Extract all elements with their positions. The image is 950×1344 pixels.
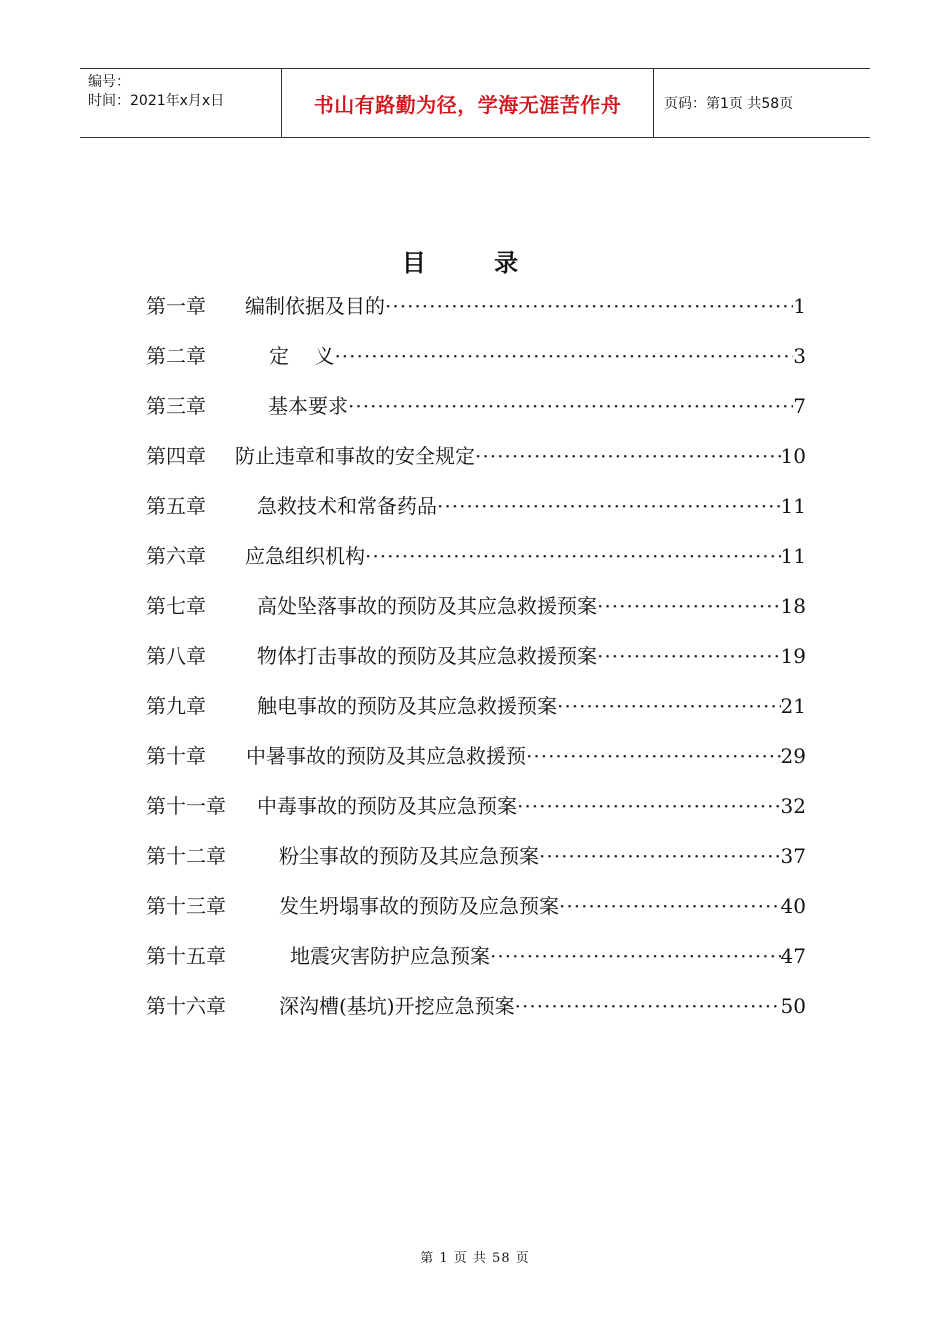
toc-chapter: 第十二章 <box>146 844 226 868</box>
toc-entry-title: 粉尘事故的预防及其应急预案 <box>279 844 539 868</box>
toc-leader <box>557 694 781 718</box>
toc-chapter: 第七章 <box>146 594 206 618</box>
toc-leader <box>385 294 793 318</box>
toc-chapter: 第九章 <box>146 694 206 718</box>
toc-entry-title: 中毒事故的预防及其应急预案 <box>257 794 517 818</box>
toc-entry-title: 发生坍塌事故的预防及应急预案 <box>279 894 559 918</box>
toc-chapter: 第十章 <box>146 744 206 768</box>
toc-entry-title: 触电事故的预防及其应急救援预案 <box>257 694 557 718</box>
toc-chapter: 第十三章 <box>146 894 226 918</box>
toc-leader <box>437 494 781 518</box>
toc-leader <box>490 944 781 968</box>
toc-entry[interactable] <box>146 740 806 790</box>
toc-leader <box>365 544 781 568</box>
toc-entry-title: 编制依据及目的 <box>245 294 385 318</box>
toc-leader <box>597 644 781 668</box>
toc-entry-title: 定 义 <box>269 344 335 368</box>
toc-leader <box>559 894 781 918</box>
header-motto: 书山有路勤为径，学海无涯苦作舟 <box>282 69 654 137</box>
toc-page-number: 32 <box>780 794 806 818</box>
header-page-info: 页码：第1页 共58页 <box>664 96 794 112</box>
toc-leader <box>597 594 781 618</box>
toc-page-number: 47 <box>780 944 806 968</box>
toc-entry-title: 深沟槽(基坑)开挖应急预案 <box>279 994 515 1018</box>
toc-chapter: 第十六章 <box>146 994 226 1018</box>
toc-entry-title: 急救技术和常备药品 <box>257 494 437 518</box>
toc-page-number: 11 <box>780 494 806 518</box>
toc-entry-title: 基本要求 <box>268 394 348 418</box>
toc-entry[interactable] <box>146 690 806 740</box>
header-meta <box>80 69 282 137</box>
toc-page-number: 19 <box>780 644 806 668</box>
toc-entry[interactable] <box>146 790 806 840</box>
toc-chapter: 第六章 <box>146 544 206 568</box>
toc-leader <box>334 344 793 368</box>
toc-page-number: 50 <box>780 994 806 1018</box>
toc-chapter: 第四章 <box>146 444 206 468</box>
toc-chapter: 第十五章 <box>146 944 226 968</box>
toc-entry-title: 地震灾害防护应急预案 <box>290 944 490 968</box>
toc-entry[interactable] <box>146 940 806 990</box>
toc-chapter: 第一章 <box>146 294 206 318</box>
toc-page-number: 21 <box>780 694 806 718</box>
toc-entry[interactable] <box>146 640 806 690</box>
toc-entry-title: 中暑事故的预防及其应急救援预 <box>246 744 526 768</box>
toc-entry[interactable] <box>146 440 806 490</box>
toc-entry[interactable] <box>146 490 806 540</box>
toc-leader <box>539 844 781 868</box>
toc-leader <box>348 394 793 418</box>
toc-leader <box>526 744 781 768</box>
toc-page-number: 1 <box>793 294 806 318</box>
page-header <box>80 68 870 138</box>
toc-page-number: 37 <box>780 844 806 868</box>
toc-chapter: 第五章 <box>146 494 206 518</box>
toc-entry[interactable] <box>146 990 806 1040</box>
toc-leader <box>517 794 781 818</box>
toc-title: 目 录 <box>401 249 549 277</box>
toc-entry[interactable] <box>146 840 806 890</box>
toc-page-number: 29 <box>780 744 806 768</box>
toc-entry[interactable] <box>146 890 806 940</box>
toc-entry[interactable] <box>146 290 806 340</box>
toc-entry-title: 防止违章和事故的安全规定 <box>235 444 475 468</box>
toc-page-number: 40 <box>780 894 806 918</box>
table-of-contents <box>146 290 806 1040</box>
toc-leader <box>515 994 781 1018</box>
toc-entry-title: 高处坠落事故的预防及其应急救援预案 <box>257 594 597 618</box>
document-number: 编号： <box>88 74 130 90</box>
toc-chapter: 第二章 <box>146 344 206 368</box>
toc-page-number: 10 <box>780 444 806 468</box>
toc-page-number: 18 <box>780 594 806 618</box>
page-footer: 第 1 页 共 58 页 <box>420 1251 530 1266</box>
toc-page-number: 3 <box>793 344 806 368</box>
toc-page-number: 11 <box>780 544 806 568</box>
toc-chapter: 第三章 <box>146 394 206 418</box>
toc-entry-title: 应急组织机构 <box>245 544 365 568</box>
toc-chapter: 第十一章 <box>146 794 226 818</box>
toc-entry[interactable] <box>146 590 806 640</box>
toc-entry[interactable] <box>146 540 806 590</box>
toc-entry-title: 物体打击事故的预防及其应急救援预案 <box>257 644 597 668</box>
toc-entry[interactable] <box>146 340 806 390</box>
document-time: 时间：2021年x月x日 <box>88 93 225 109</box>
toc-chapter: 第八章 <box>146 644 206 668</box>
toc-leader <box>475 444 781 468</box>
toc-entry[interactable] <box>146 390 806 440</box>
toc-page-number: 7 <box>793 394 806 418</box>
